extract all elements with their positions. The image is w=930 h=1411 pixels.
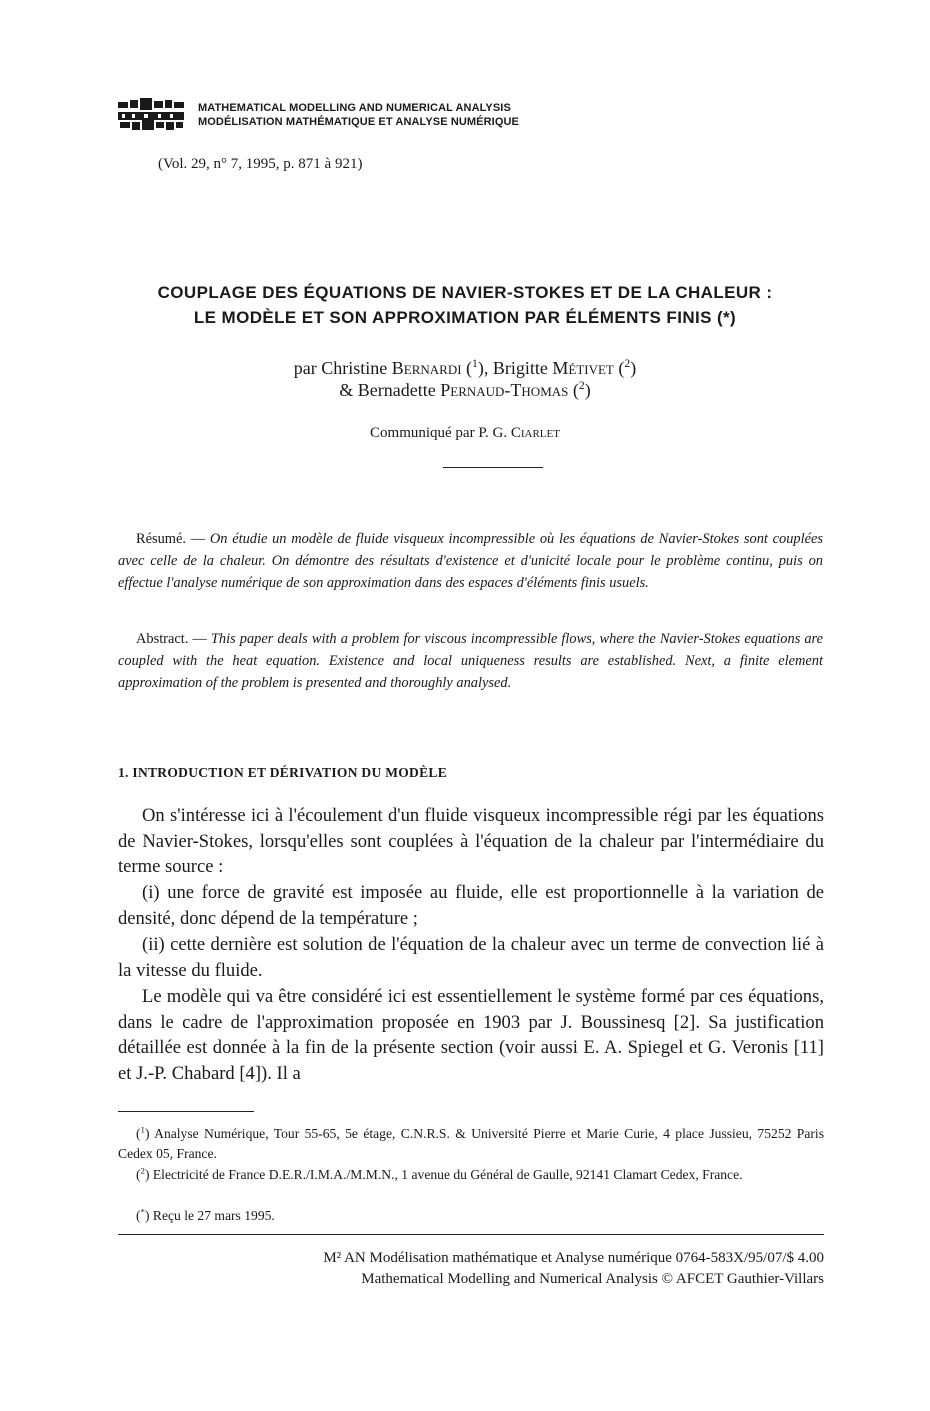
authors-prefix: par Christine	[293, 358, 392, 378]
title-divider	[443, 467, 543, 468]
author-2-name: Métivet	[552, 358, 614, 378]
communicated-by	[0, 425, 930, 442]
footnote-1-mark: 1	[140, 1124, 145, 1135]
footnote-3-text: Reçu le 27 mars 1995.	[149, 1208, 275, 1223]
footer-divider	[118, 1234, 824, 1235]
authors-line-1: par Christine Bernardi ($^1$), Brigitte Métivet ($^2$)	[293, 357, 637, 378]
footnote-1: ($^1$) Analyse Numérique, Tour 55-65, 5e étage, C.N.R.S. & Université Pierre et Marie Curie, 4 place Jussieu, 75252 Paris Cedex 05, France.	[118, 1124, 824, 1161]
resume-label: Résumé. —	[136, 531, 210, 547]
author-1-name: Bernardi	[391, 358, 462, 378]
author-1-mark: 1	[472, 357, 478, 370]
footnote-3-mark: *	[140, 1206, 145, 1217]
resume-block	[118, 528, 823, 594]
authors-separator: , Brigitte	[483, 358, 553, 378]
footnote-divider	[118, 1111, 254, 1112]
abstract-block	[118, 628, 823, 694]
body-paragraph-4: Le modèle qui va être considéré ici est essentiellement le système formé par ces équations, dans le cadre de l'approximation proposée en 1903 par J. Boussinesq [2]. Sa justification détaillée est donnée à la fin de la présente section (voir aussi E. A. Spiegel et G. Veronis [11] et J.-P. Chabard [4]). Il a	[118, 986, 824, 1084]
journal-name-en: MATHEMATICAL MODELLING AND NUMERICAL ANALYSIS	[198, 102, 511, 114]
communicated-by-name: Ciarlet	[510, 425, 560, 441]
journal-name-fr: MODÉLISATION MATHÉMATIQUE ET ANALYSE NUMÉRIQUE	[198, 116, 519, 128]
volume-info: (Vol. 29, n° 7, 1995, p. 871 à 921)	[158, 156, 363, 172]
footnote-2: ($^2$) Electricité de France D.E.R./I.M.A./M.M.N., 1 avenue du Général de Gaulle, 92141 Clamart Cedex, France.	[136, 1165, 743, 1182]
paper-title-line-1: COUPLAGE DES ÉQUATIONS DE NAVIER-STOKES ET DE LA CHALEUR :	[157, 283, 773, 302]
authors-line-2: & Bernadette Pernaud-Thomas ($^2$)	[339, 379, 591, 400]
abstract-label: Abstract. —	[136, 631, 211, 647]
footnote-2-mark: 2	[140, 1165, 145, 1176]
footer-line-2: Mathematical Modelling and Numerical Analysis © AFCET Gauthier-Villars	[361, 1271, 824, 1287]
author-3-name: Pernaud-Thomas	[440, 380, 569, 400]
author-3-mark: 2	[578, 379, 585, 392]
resume-text: On étudie un modèle de fluide visqueux incompressible où les équations de Navier-Stokes sont couplées avec celle de la chaleur. On démontre des résultats d'existence et d'unicité locale pour le problème continu, puis on effectue l'analyse numérique de son approximation dans des espaces d'éléments finis usuels.	[118, 531, 824, 591]
paper-title-line-2: LE MODÈLE ET SON APPROXIMATION PAR ÉLÉMENTS FINIS (*)	[193, 308, 737, 327]
body-paragraph-3: (ii) cette dernière est solution de l'équation de la chaleur avec un terme de convection lié à la vitesse du fluide.	[118, 934, 824, 981]
footnote-2-text: Electricité de France D.E.R./I.M.A./M.M.N., 1 avenue du Général de Gaulle, 92141 Clamart Cedex, France.	[149, 1167, 743, 1182]
communicated-by-text: Communiqué par P. G.	[370, 425, 511, 441]
footer-line-1: M² AN Modélisation mathématique et Analyse numérique 0764-583X/95/07/$ 4.00	[323, 1250, 824, 1266]
body-paragraph-1: On s'intéresse ici à l'écoulement d'un fluide visqueux incompressible régi par les équations de Navier-Stokes, lorsqu'elles sont couplées à l'équation de la chaleur par l'intermédiaire du terme source :	[118, 805, 824, 878]
authors-amp: & Bernadette	[339, 380, 441, 400]
body-paragraph-2: (i) une force de gravité est imposée au fluide, elle est proportionnelle à la variation de densité, donc dépend de la température ;	[118, 882, 824, 929]
footnote-3: (*) Reçu le 27 mars 1995.	[136, 1206, 275, 1223]
abstract-text: This paper deals with a problem for viscous incompressible flows, where the Navier-Stokes equations are coupled with the heat equation. Existence and local uniqueness results are established. Next, a finite element approximation of the problem is presented and thoroughly analysed.	[118, 631, 824, 691]
section-heading: 1. INTRODUCTION ET DÉRIVATION DU MODÈLE	[118, 765, 448, 780]
footnote-1-text: Analyse Numérique, Tour 55-65, 5e étage, C.N.R.S. & Université Pierre et Marie Curie, 4 place Jussieu, 75252 Paris Cedex 05, France.	[118, 1126, 824, 1161]
journal-logo	[118, 98, 184, 132]
author-2-mark: 2	[624, 357, 631, 370]
